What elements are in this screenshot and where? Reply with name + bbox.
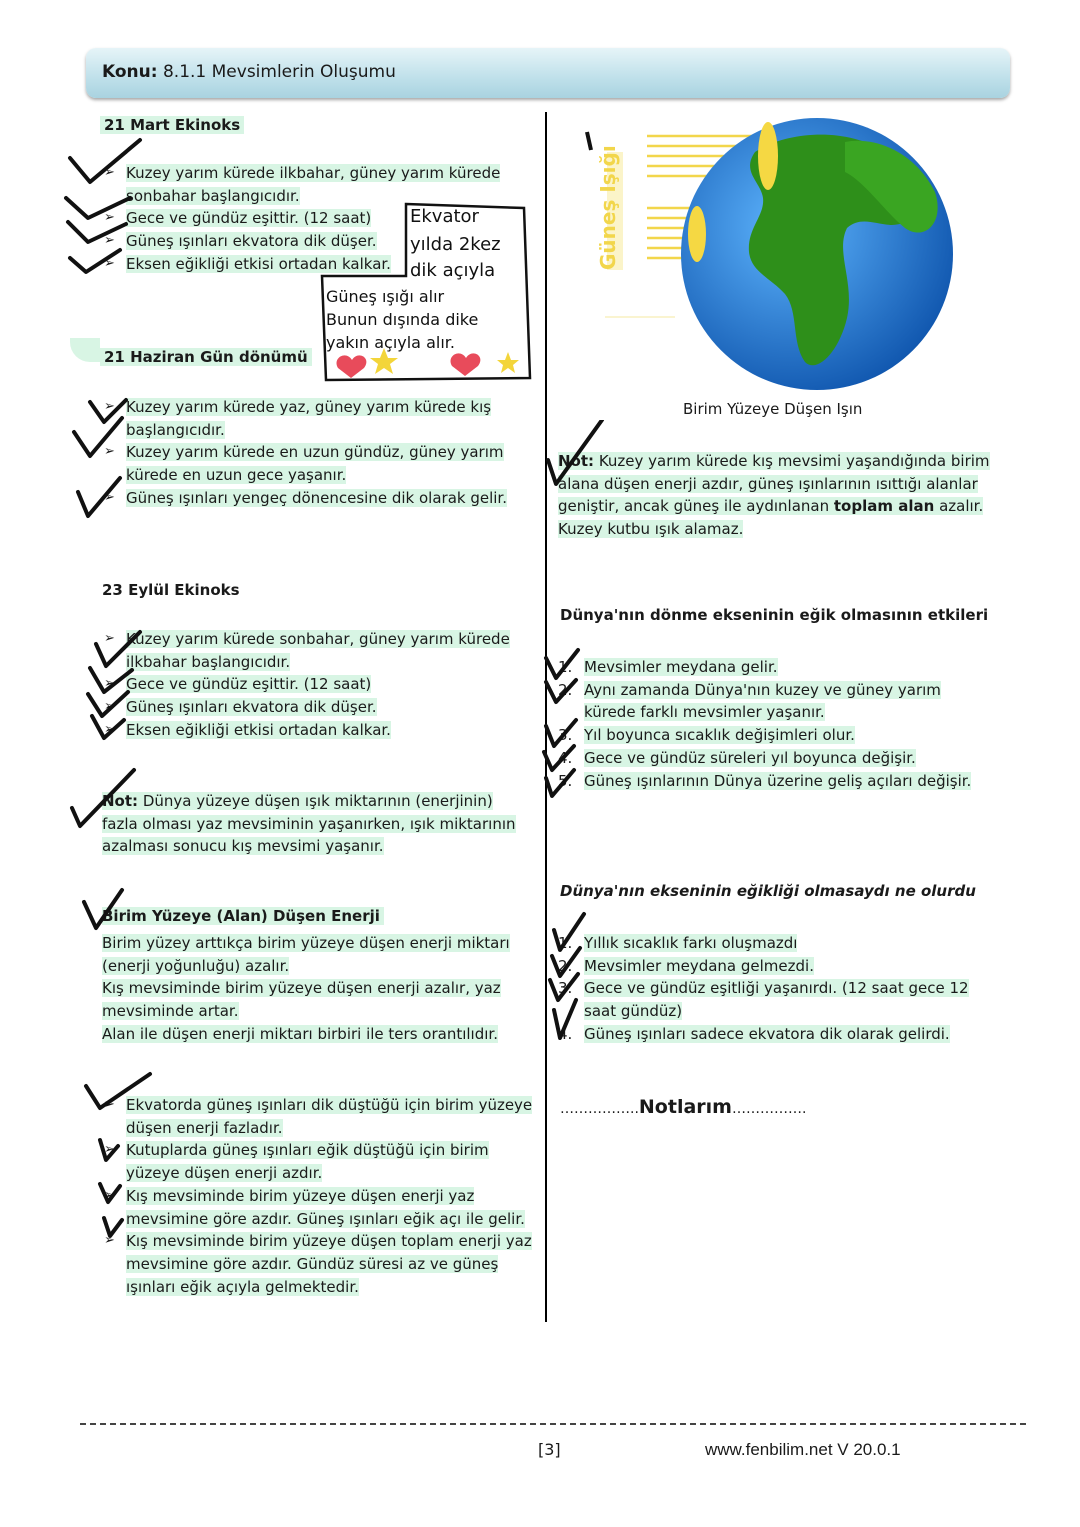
topic-header bbox=[102, 62, 396, 82]
footer-divider bbox=[80, 1423, 1026, 1425]
list-item: ➢ Eksen eğikliği etkisi ortadan kalkar. bbox=[100, 253, 510, 276]
september-list bbox=[100, 628, 520, 742]
list-item: 2. Mevsimler meydana gelmezdi. bbox=[558, 956, 814, 975]
check-icon bbox=[554, 1000, 576, 1038]
list-item: 3. Gece ve gündüz eşitliği yaşanırdı. (12 saat gece 12 saat gündüz) bbox=[558, 979, 969, 1021]
list-item: ➢ Kuzey yarım kürede yaz, güney yarım kürede kış başlangıcıdır. bbox=[100, 396, 520, 441]
check-icon bbox=[550, 974, 578, 1000]
check-icon bbox=[546, 720, 576, 746]
page-number: [3] bbox=[538, 1440, 561, 1459]
topic-title: 8.1.1 Mevsimlerin Oluşumu bbox=[162, 62, 396, 82]
list-item: 4. Güneş ışınları sadece ekvatora dik olarak gelirdi. bbox=[558, 1024, 950, 1043]
list-item: ➢ Gece ve gündüz eşittir. (12 saat) bbox=[100, 673, 520, 696]
list-item: ➢ Güneş ışınları ekvatora dik düşer. bbox=[100, 696, 520, 719]
list-item: ➢ Kış mevsiminde birim yüzeye düşen enerji yaz mevsimine göre azdır. Güneş ışınları eğik açı ile gelir. bbox=[100, 1185, 538, 1230]
energy-text: Birim yüzey arttıkça birim yüzeye düşen enerji miktarı (enerji yoğunluğu) azalır. Kış mevsiminde birim yüzeye düşen enerji azalır, yaz mevsiminde artar. Alan ile düşen enerji miktarı birbiri ile ters orantılıdır. bbox=[102, 934, 510, 1043]
handnote-line: yakın açıyla alır. bbox=[326, 333, 455, 352]
check-icon bbox=[84, 890, 122, 928]
check-icon bbox=[90, 668, 132, 692]
check-icon bbox=[92, 716, 124, 738]
check-icon bbox=[70, 140, 140, 182]
check-icon bbox=[72, 770, 134, 826]
konu-label: Konu: bbox=[102, 62, 158, 82]
no-tilt-list bbox=[558, 932, 978, 1046]
site-link[interactable]: www.fenbilim.net V 20.0.1 bbox=[705, 1440, 901, 1459]
check-icon bbox=[100, 1184, 120, 1202]
check-icon bbox=[546, 770, 574, 796]
heart-icon bbox=[337, 355, 367, 378]
check-icon bbox=[544, 746, 574, 770]
energy-title: Birim Yüzeye (Alan) Düşen Enerji bbox=[102, 907, 384, 925]
june-title: 21 Haziran Gün dönümü bbox=[100, 348, 312, 366]
handnote-ekvator: Ekvator bbox=[410, 206, 479, 227]
list-item: ➢ Kış mevsiminde birim yüzeye düşen toplam enerji yaz mevsimine göre azdır. Gündüz süresi az ve güneş ışınları eğik açıyla gelmektedir. bbox=[100, 1230, 538, 1298]
list-item: ➢ Kuzey yarım kürede en uzun gündüz, güney yarım kürede en uzun gece yaşanır. bbox=[100, 441, 520, 486]
check-icon bbox=[546, 650, 578, 678]
june-list bbox=[100, 396, 520, 510]
list-item: ➢ Kuzey yarım kürede sonbahar, güney yarım kürede ilkbahar başlangıcıdır. bbox=[100, 628, 520, 673]
list-item: 1. Yıllık sıcaklık farkı oluşmazdı bbox=[558, 934, 798, 952]
no-tilt-title: Dünya'nın ekseninin eğikliği olmasaydı ne olurdu bbox=[560, 882, 976, 900]
heart-icon bbox=[451, 353, 481, 376]
check-icon bbox=[88, 692, 128, 716]
check-icon bbox=[74, 418, 122, 456]
note-energy: Not: Dünya yüzeye düşen ışık miktarının (enerjinin) fazla olması yaz mevsiminin yaşanırken, ışık miktarının azalması sonucu kış mevsimi yaşanır. bbox=[102, 792, 516, 856]
check-icon bbox=[68, 222, 126, 242]
check-icon bbox=[78, 478, 120, 516]
list-item: ➢ Kuzey yarım kürede ilkbahar, güney yarım kürede sonbahar başlangıcıdır. bbox=[100, 162, 510, 207]
check-icon bbox=[546, 680, 576, 702]
globe-figure bbox=[585, 112, 955, 392]
check-icon bbox=[552, 948, 580, 976]
check-icon bbox=[66, 198, 130, 218]
axis-effects-list bbox=[558, 656, 988, 792]
list-item: 4. Gece ve gündüz süreleri yıl boyunca değişir. bbox=[558, 748, 916, 767]
september-title: 23 Eylül Ekinoks bbox=[102, 581, 240, 599]
handnote-line: yılda 2kez bbox=[410, 234, 501, 255]
check-icon bbox=[86, 1074, 150, 1108]
energy-list bbox=[100, 1094, 538, 1298]
handnote-line: dik açıyla bbox=[410, 260, 496, 281]
axis-effects-title: Dünya'nın dönme ekseninin eğik olmasının etkileri bbox=[560, 606, 989, 624]
notes-heading: ……………..Notlarım……………. bbox=[560, 1096, 807, 1118]
list-item: 5. Güneş ışınlarının Dünya üzerine geliş açıları değişir. bbox=[558, 771, 972, 790]
sun-spot-top bbox=[758, 122, 778, 190]
list-item: ➢ Eksen eğikliği etkisi ortadan kalkar. bbox=[100, 719, 520, 742]
handnote-line: Bunun dışında dike bbox=[326, 310, 479, 329]
pen-mark bbox=[587, 132, 591, 150]
list-item: ➢ Ekvatorda güneş ışınları dik düştüğü için birim yüzeye düşen enerji fazladır. bbox=[100, 1094, 538, 1139]
list-item: ➢ Gece ve gündüz eşittir. (12 saat) bbox=[100, 207, 510, 230]
list-item: 2. Aynı zamanda Dünya'nın kuzey ve güney yarım kürede farklı mevsimler yaşanır. bbox=[558, 680, 941, 722]
list-item: ➢ Kutuplarda güneş ışınları eğik düştüğü için birim yüzeye düşen enerji azdır. bbox=[100, 1139, 538, 1184]
star-icon bbox=[497, 352, 519, 373]
list-item: 1. Mevsimler meydana gelir. bbox=[558, 658, 778, 676]
sun-spot-equator bbox=[688, 206, 706, 262]
figure-caption: Birim Yüzeye Düşen Işın bbox=[683, 400, 863, 418]
list-item: ➢ Güneş ışınları ekvatora dik düşer. bbox=[100, 230, 510, 253]
check-icon bbox=[100, 1140, 118, 1160]
march-title: 21 Mart Ekinoks bbox=[100, 116, 244, 134]
handwritten-checkmarks bbox=[60, 120, 160, 1280]
handwritten-checkmarks-right bbox=[540, 420, 610, 1050]
check-icon bbox=[96, 632, 140, 666]
list-item: ➢ Güneş ışınları yengeç dönencesine dik olarak gelir. bbox=[100, 487, 520, 510]
handnote-line: Güneş ışığı alır bbox=[326, 287, 445, 306]
check-icon bbox=[70, 250, 120, 272]
list-item: 3. Yıl boyunca sıcaklık değişimleri olur. bbox=[558, 726, 855, 745]
sun-light-label: Güneş Işığı bbox=[596, 145, 620, 270]
check-icon bbox=[104, 1218, 122, 1236]
check-icon bbox=[548, 420, 602, 484]
check-icon bbox=[554, 914, 584, 950]
note-winter: Not: Kuzey yarım kürede kış mevsimi yaşandığında birim alana düşen enerji azdır, güneş ışınlarının ısıttığı alanlar geniştir, ancak güneş ile aydınlanan toplam alan azalır. Kuzey kutbu ışık alamaz. bbox=[558, 452, 990, 539]
